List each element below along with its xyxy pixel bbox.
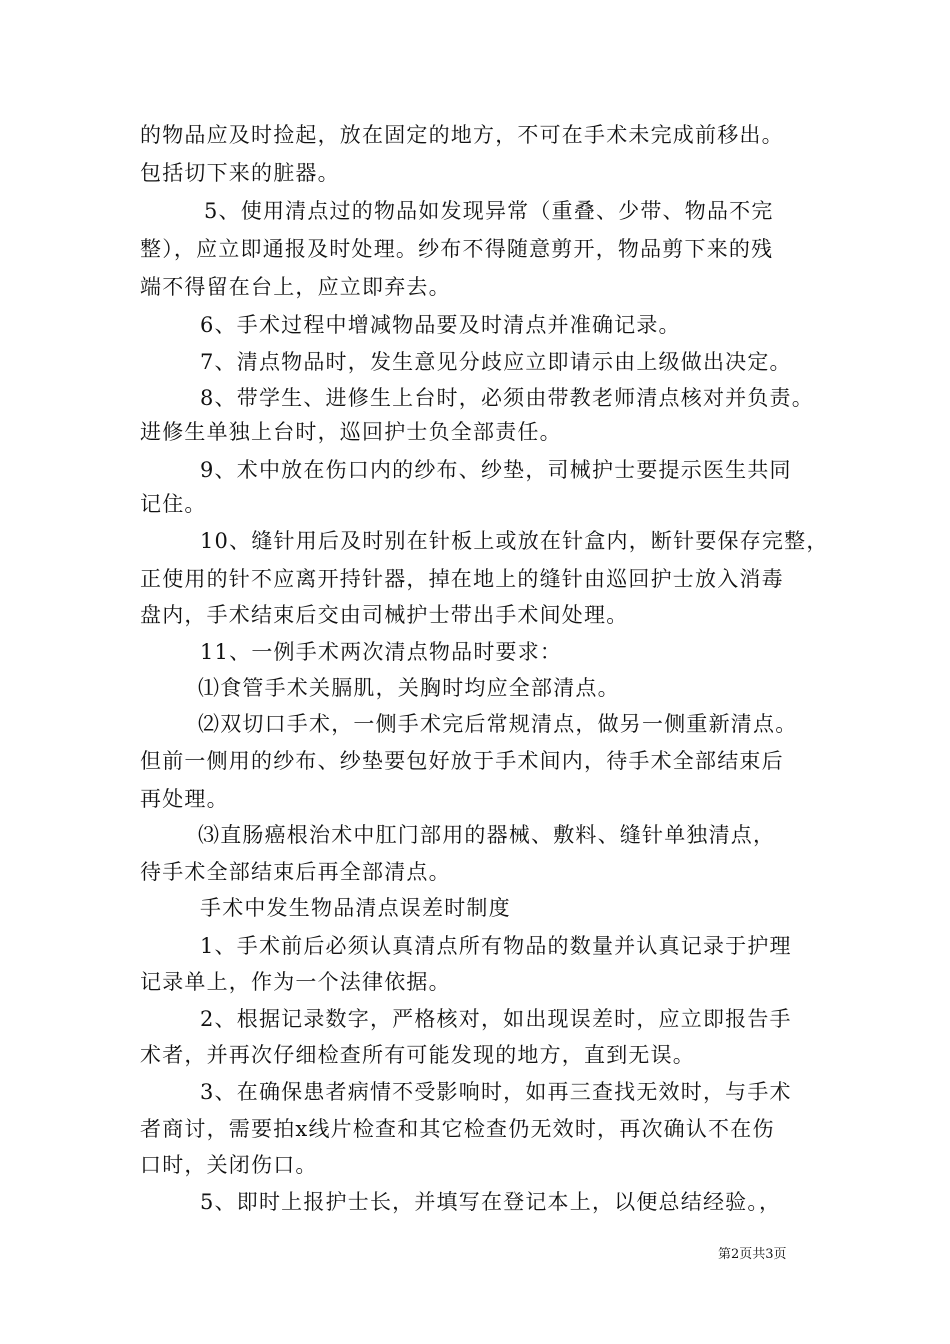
text-line: 3、在确保患者病情不受影响时，如再三查找无效时，与手术 [200, 1080, 792, 1104]
text-line: 术者，并再次仔细检查所有可能发现的地方，直到无误。 [140, 1043, 695, 1067]
text-line: 11、一例手术两次清点物品时要求： [200, 640, 563, 664]
text-line: 包括切下来的脏器。 [140, 161, 340, 185]
text-line: 者商讨，需要拍x线片检查和其它检查仍无效时，再次确认不在伤 [140, 1117, 775, 1141]
text-line: ⑵双切口手术，一侧手术完后常规清点，做另一侧重新清点。 [198, 712, 798, 736]
text-line: 记录单上，作为一个法律依据。 [140, 970, 451, 994]
text-line: 6、手术过程中增减物品要及时清点并准确记录。 [200, 313, 681, 337]
text-line: 9、术中放在伤口内的纱布、纱垫，司械护士要提示医生共同 [200, 458, 792, 482]
text-line: 整），应立即通报及时处理。纱布不得随意剪开，物品剪下来的残 [140, 237, 774, 261]
text-line: 7、清点物品时，发生意见分歧应立即请示由上级做出决定。 [200, 350, 792, 374]
text-line: 再处理。 [140, 787, 229, 811]
section-heading: 手术中发生物品清点误差时制度 [200, 896, 511, 920]
text-line: 盘内，手术结束后交由司械护士带出手术间处理。 [140, 603, 629, 627]
text-line: 记住。 [140, 492, 207, 516]
text-line: 的物品应及时捡起，放在固定的地方，不可在手术未完成前移出。 [140, 123, 784, 147]
text-line: 1、手术前后必须认真清点所有物品的数量并认真记录于护理 [200, 934, 792, 958]
text-line: 8、带学生、进修生上台时，必须由带教老师清点核对并负责。 [200, 386, 814, 410]
text-line: 进修生单独上台时，巡回护士负全部责任。 [140, 420, 562, 444]
text-line: 10、缝针用后及时别在针板上或放在针盒内，断针要保存完整， [200, 529, 829, 553]
text-line: 正使用的针不应离开持针器，掉在地上的缝针由巡回护士放入消毒 [140, 567, 784, 591]
text-line: ⑶直肠癌根治术中肛门部用的器械、敷料、缝针单独清点， [198, 823, 776, 847]
text-line: 待手术全部结束后再全部清点。 [140, 860, 451, 884]
text-line: 端不得留在台上，应立即弃去。 [140, 275, 451, 299]
text-line: 5、使用清点过的物品如发现异常（重叠、少带、物品不完 [204, 199, 774, 223]
text-line: 口时，关闭伤口。 [140, 1153, 318, 1177]
text-line: 但前一侧用的纱布、纱垫要包好放于手术间内，待手术全部结束后 [140, 749, 784, 773]
text-line: ⑴食管手术关膈肌，关胸时均应全部清点。 [198, 676, 620, 700]
text-line: 5、即时上报护士长，并填写在登记本上，以便总结经验。， [200, 1190, 782, 1214]
text-line: 2、根据记录数字，严格核对，如出现误差时，应立即报告手 [200, 1007, 792, 1031]
page-number: 第2页共3页 [718, 1247, 787, 1262]
